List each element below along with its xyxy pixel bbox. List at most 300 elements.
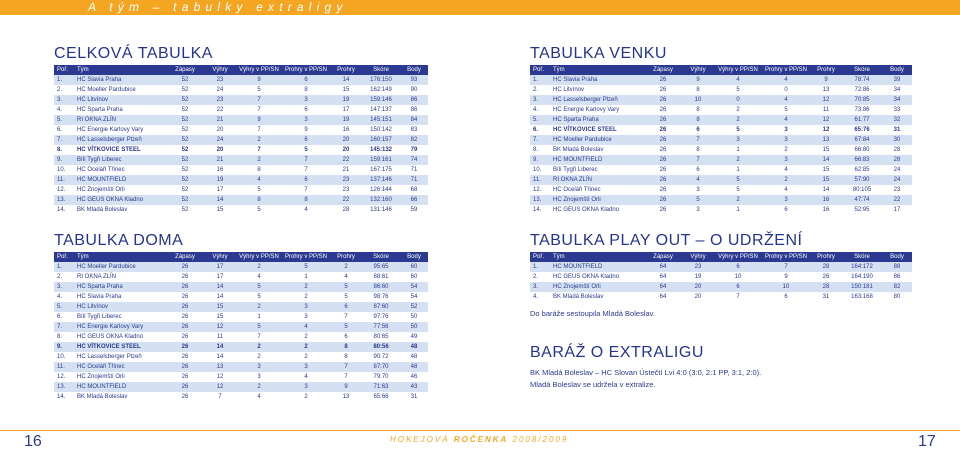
column-header-losses: Prohry xyxy=(810,65,842,75)
cell-ot-wins: 3 xyxy=(257,374,261,380)
cell-pos: 6. xyxy=(57,127,63,133)
cell-pos: 3. xyxy=(530,95,550,105)
cell-ot-wins: 2 xyxy=(714,155,762,165)
cell-ot-wins: 4 xyxy=(257,274,261,280)
cell-team: HC MOUNTFIELD xyxy=(74,382,166,392)
cell-ot-wins: 1 xyxy=(736,207,740,213)
cell-team: HC Moeller Pardubice xyxy=(74,262,166,272)
cell-losses: 16 xyxy=(342,127,350,133)
cell-points: 32 xyxy=(882,115,912,125)
cell-ot-losses: 2 xyxy=(282,282,330,292)
cell-score: 176:150 xyxy=(362,75,400,85)
page-number-left: 16 xyxy=(24,433,42,450)
cell-ot-wins: 5 xyxy=(236,282,282,292)
cell-games: 52 xyxy=(166,175,204,185)
cell-team: HC Moeller Pardubice xyxy=(550,135,644,145)
table-row xyxy=(54,195,428,205)
cell-points: 34 xyxy=(882,95,912,105)
cell-games: 26 xyxy=(659,207,667,213)
cell-games: 26 xyxy=(644,195,682,205)
cell-wins: 24 xyxy=(204,135,236,145)
venku-table xyxy=(530,65,912,215)
cell-ot-wins: 1 xyxy=(257,314,261,320)
cell-points: 34 xyxy=(893,87,901,93)
cell-score: 150:142 xyxy=(370,127,392,133)
cell-score: 66:83 xyxy=(842,155,882,165)
page-number-right: 17 xyxy=(918,433,936,450)
column-header-score: Skóre xyxy=(362,252,400,262)
cell-score: 80:105 xyxy=(852,187,872,193)
cell-games: 64 xyxy=(644,262,682,272)
cell-losses: 19 xyxy=(330,95,362,105)
venku-section xyxy=(530,45,912,215)
cell-points: 28 xyxy=(882,155,912,165)
cell-ot-losses: 8 xyxy=(282,195,330,205)
column-header-team: Tým xyxy=(74,65,166,75)
playout-table xyxy=(530,252,912,302)
table-row xyxy=(54,95,428,105)
cell-losses: 8 xyxy=(330,342,362,352)
cell-games: 26 xyxy=(644,135,682,145)
cell-losses: 28 xyxy=(342,207,350,213)
cell-games: 26 xyxy=(659,107,667,113)
cell-ot-wins: 2 xyxy=(257,354,261,360)
cell-losses: 14 xyxy=(822,187,830,193)
header-row xyxy=(54,65,428,75)
cell-pos: 4. xyxy=(533,294,539,300)
cell-points: 80 xyxy=(893,294,901,300)
column-header-ot-wins: Výhry v PP/SN xyxy=(236,252,282,262)
table-row xyxy=(54,322,428,332)
cell-games: 64 xyxy=(659,294,667,300)
cell-pos: 14. xyxy=(57,207,66,213)
cell-ot-wins: 5 xyxy=(257,294,261,300)
cell-ot-losses: 6 xyxy=(784,294,788,300)
cell-losses: 8 xyxy=(344,354,348,360)
cell-team: HC Lasselsberger Plzeň xyxy=(77,354,142,360)
cell-score: 159:146 xyxy=(362,95,400,105)
cell-team: HC Litvínov xyxy=(74,302,166,312)
doma-table xyxy=(54,252,428,402)
baraz-line-1: BK Mladá Boleslav – HC Slovan Ústečtí Lvi 4:0 (3:0, 2:1 PP, 3:1, 2:0). xyxy=(530,368,762,377)
baraz-title: BARÁŽ O EXTRALIGU xyxy=(530,344,704,361)
cell-ot-losses: 4 xyxy=(762,95,810,105)
cell-score: 73:86 xyxy=(854,107,870,113)
cell-losses: 26 xyxy=(822,274,830,280)
cell-wins: 14 xyxy=(204,195,236,205)
cell-pos: 4. xyxy=(57,107,63,113)
header-row xyxy=(54,252,428,262)
cell-team: Bílí Tygři Liberec xyxy=(74,155,166,165)
cell-team: HC GEUS OKNA Kladno xyxy=(553,207,620,213)
cell-score: 65:66 xyxy=(373,394,389,400)
cell-losses: 5 xyxy=(344,294,348,300)
cell-ot-wins: 10 xyxy=(734,274,742,280)
publication-suffix: 2008/2009 xyxy=(512,435,569,444)
cell-pos: 2. xyxy=(533,87,539,93)
doma-title: TABULKA DOMA xyxy=(54,232,184,249)
cell-wins: 6 xyxy=(696,127,700,133)
cell-team: HC Oceláři Třinec xyxy=(74,362,166,372)
cell-pos: 12. xyxy=(533,187,542,193)
cell-losses: 17 xyxy=(342,107,350,113)
cell-losses: 28 xyxy=(810,262,842,272)
table-row xyxy=(530,262,912,272)
cell-team: HC Lasselsberger Plzeň xyxy=(550,95,644,105)
cell-ot-losses: 3 xyxy=(784,127,788,133)
cell-wins: 14 xyxy=(216,354,224,360)
cell-points: 39 xyxy=(882,75,912,85)
cell-games: 26 xyxy=(644,75,682,85)
cell-score: 126:144 xyxy=(370,187,392,193)
cell-pos: 2. xyxy=(57,87,63,93)
cell-pos: 14. xyxy=(533,207,542,213)
cell-wins: 20 xyxy=(216,147,224,153)
cell-games: 52 xyxy=(166,135,204,145)
table-row xyxy=(54,312,428,322)
cell-team: HC Energie Karlovy Vary xyxy=(74,322,166,332)
column-header-games: Zápasy xyxy=(166,252,204,262)
cell-points: 84 xyxy=(400,115,428,125)
table-row xyxy=(54,155,428,165)
table-row xyxy=(54,115,428,125)
cell-ot-wins: 2 xyxy=(236,262,282,272)
table-row xyxy=(54,342,428,352)
table-row xyxy=(54,262,428,272)
cell-ot-losses: 6 xyxy=(784,207,788,213)
cell-ot-wins: 5 xyxy=(736,187,740,193)
cell-score: 78:74 xyxy=(842,75,882,85)
cell-score: 86:60 xyxy=(362,282,400,292)
table-row xyxy=(54,362,428,372)
cell-score: 97:76 xyxy=(373,314,389,320)
cell-pos: 5. xyxy=(54,302,74,312)
cell-team: HC MOUNTFIELD xyxy=(550,262,644,272)
table-row xyxy=(530,145,912,155)
cell-ot-losses: 3 xyxy=(282,302,330,312)
cell-points: 90 xyxy=(410,87,418,93)
cell-pos: 5. xyxy=(54,115,74,125)
cell-wins: 20 xyxy=(694,294,702,300)
cell-losses: 9 xyxy=(810,75,842,85)
column-header-points: Body xyxy=(882,65,912,75)
cell-team: BK Mladá Boleslav xyxy=(553,147,604,153)
table-row xyxy=(530,85,912,95)
cell-points: 86 xyxy=(400,95,428,105)
cell-team: HC Oceláři Třinec xyxy=(77,167,125,173)
column-header-pos: Poř. xyxy=(530,65,550,75)
cell-games: 26 xyxy=(181,374,189,380)
table-row xyxy=(54,135,428,145)
cell-wins: 11 xyxy=(216,334,224,340)
cell-ot-losses: 0 xyxy=(784,87,788,93)
cell-wins: 17 xyxy=(216,274,224,280)
cell-games: 26 xyxy=(181,274,189,280)
cell-pos: 9. xyxy=(54,155,74,165)
cell-score: 47:74 xyxy=(842,195,882,205)
cell-score: 95:65 xyxy=(362,262,400,272)
cell-ot-losses: 2 xyxy=(762,175,810,185)
cell-points: 86 xyxy=(410,107,418,113)
column-header-score: Skóre xyxy=(362,65,400,75)
baraz-section xyxy=(530,344,912,362)
cell-ot-wins: 2 xyxy=(236,382,282,392)
celkova-title: CELKOVÁ TABULKA xyxy=(54,45,213,62)
cell-team: Bílí Tygři Liberec xyxy=(553,167,598,173)
cell-ot-losses: 2 xyxy=(282,342,330,352)
column-header-games: Zápasy xyxy=(644,65,682,75)
cell-team: HC Energie Karlovy Vary xyxy=(77,127,144,133)
table-row xyxy=(54,382,428,392)
cell-losses: 28 xyxy=(810,282,842,292)
cell-points: 83 xyxy=(410,127,418,133)
cell-wins: 8 xyxy=(682,115,714,125)
playout-note: Do baráže sestoupila Mladá Boleslav. xyxy=(530,309,655,318)
cell-wins: 12 xyxy=(204,322,236,332)
cell-wins: 3 xyxy=(696,207,700,213)
cell-ot-wins: 2 xyxy=(236,155,282,165)
column-header-ot-losses: Prohry v PP/SN xyxy=(762,252,810,262)
cell-games: 52 xyxy=(181,187,189,193)
cell-losses: 15 xyxy=(822,167,830,173)
table-row xyxy=(54,352,428,362)
column-header-ot-losses: Prohry v PP/SN xyxy=(762,65,810,75)
cell-ot-losses: 2 xyxy=(304,394,308,400)
table-row xyxy=(54,165,428,175)
cell-pos: 1. xyxy=(530,262,550,272)
cell-points: 17 xyxy=(893,207,901,213)
cell-points: 52 xyxy=(400,302,428,312)
cell-losses: 5 xyxy=(330,322,362,332)
cell-team: HC VÍTKOVICE STEEL xyxy=(74,342,166,352)
cell-wins: 23 xyxy=(204,95,236,105)
cell-pos: 13. xyxy=(54,382,74,392)
cell-wins: 8 xyxy=(696,107,700,113)
cell-games: 26 xyxy=(644,115,682,125)
cell-pos: 3. xyxy=(530,282,550,292)
cell-points: 59 xyxy=(410,207,418,213)
cell-pos: 1. xyxy=(54,262,74,272)
header-title: A tým – tabulky extraligy xyxy=(88,0,348,14)
cell-points: 54 xyxy=(400,282,428,292)
cell-ot-losses: 6 xyxy=(282,75,330,85)
publication-bold: ROČENKA xyxy=(453,435,509,444)
cell-team: HC Sparta Praha xyxy=(77,107,123,113)
cell-team: BK Mladá Boleslav xyxy=(77,207,128,213)
cell-team: HC Litvínov xyxy=(553,87,585,93)
column-header-pos: Poř. xyxy=(54,252,74,262)
publication-prefix: HOKEJOVÁ xyxy=(390,435,450,444)
cell-games: 26 xyxy=(644,175,682,185)
cell-losses: 15 xyxy=(810,175,842,185)
cell-ot-losses: 2 xyxy=(304,294,308,300)
cell-pos: 9. xyxy=(530,155,550,165)
celkova-section xyxy=(54,45,428,215)
cell-losses: 21 xyxy=(342,167,350,173)
cell-pos: 1. xyxy=(54,75,74,85)
cell-wins: 6 xyxy=(696,167,700,173)
cell-games: 52 xyxy=(181,207,189,213)
column-header-team: Tým xyxy=(550,252,644,262)
table-row xyxy=(54,272,428,282)
cell-score: 137:146 xyxy=(362,175,400,185)
column-header-team: Tým xyxy=(550,65,644,75)
cell-points: 23 xyxy=(893,187,901,193)
cell-score: 98:76 xyxy=(373,294,389,300)
cell-losses: 22 xyxy=(330,155,362,165)
cell-games: 26 xyxy=(181,394,189,400)
table-row xyxy=(54,125,428,135)
table-row xyxy=(530,185,912,195)
baraz-line-2: Mladá Boleslav se udržela v extralize. xyxy=(530,380,656,389)
cell-ot-wins: 1 xyxy=(736,147,740,153)
cell-losses: 2 xyxy=(330,262,362,272)
cell-wins: 9 xyxy=(682,75,714,85)
cell-score: 66:80 xyxy=(854,147,870,153)
table-row xyxy=(54,75,428,85)
cell-points: 88 xyxy=(882,262,912,272)
footer-divider xyxy=(0,430,960,431)
cell-wins: 7 xyxy=(218,394,222,400)
cell-games: 26 xyxy=(166,302,204,312)
cell-wins: 12 xyxy=(216,374,224,380)
column-header-losses: Prohry xyxy=(330,65,362,75)
cell-ot-losses: 3 xyxy=(762,195,810,205)
cell-points: 48 xyxy=(400,342,428,352)
cell-ot-losses: 6 xyxy=(304,107,308,113)
cell-wins: 3 xyxy=(696,187,700,193)
cell-wins: 4 xyxy=(682,175,714,185)
cell-ot-wins: 5 xyxy=(236,322,282,332)
cell-ot-wins: 4 xyxy=(714,75,762,85)
cell-team: HC VÍTKOVICE STEEL xyxy=(553,127,617,133)
column-header-games: Zápasy xyxy=(644,252,682,262)
cell-points: 28 xyxy=(893,147,901,153)
cell-ot-losses: 6 xyxy=(282,175,330,185)
cell-points: 43 xyxy=(400,382,428,392)
cell-games: 64 xyxy=(644,282,682,292)
cell-ot-wins: 7 xyxy=(257,334,261,340)
cell-score: 160:157 xyxy=(362,135,400,145)
cell-losses: 6 xyxy=(330,302,362,312)
cell-team: RI OKNA ZLÍN xyxy=(550,175,644,185)
cell-team: Bílí Tygři Liberec xyxy=(77,314,122,320)
cell-wins: 21 xyxy=(204,155,236,165)
cell-wins: 8 xyxy=(696,147,700,153)
cell-pos: 6. xyxy=(533,127,539,133)
cell-wins: 23 xyxy=(682,262,714,272)
cell-points: 71 xyxy=(410,167,418,173)
cell-ot-wins: 8 xyxy=(236,195,282,205)
cell-ot-wins: 3 xyxy=(714,135,762,145)
cell-score: 80:65 xyxy=(373,334,389,340)
cell-ot-losses: 4 xyxy=(762,115,810,125)
cell-ot-wins: 2 xyxy=(714,115,762,125)
cell-score: 90:72 xyxy=(373,354,389,360)
cell-losses: 20 xyxy=(342,147,350,153)
cell-ot-wins: 9 xyxy=(236,115,282,125)
cell-losses: 9 xyxy=(330,382,362,392)
cell-ot-losses: 7 xyxy=(304,167,308,173)
column-header-points: Body xyxy=(400,65,428,75)
column-header-score: Skóre xyxy=(842,252,882,262)
cell-pos: 10. xyxy=(57,354,66,360)
cell-points: 22 xyxy=(882,195,912,205)
cell-ot-wins: 4 xyxy=(257,394,261,400)
cell-team: HC GEUS OKNA Kladno xyxy=(553,274,620,280)
table-row xyxy=(530,75,912,85)
cell-games: 64 xyxy=(659,274,667,280)
cell-points: 48 xyxy=(400,362,428,372)
cell-points: 31 xyxy=(893,127,901,133)
cell-pos: 7. xyxy=(54,322,74,332)
cell-ot-losses: 6 xyxy=(282,135,330,145)
cell-wins: 15 xyxy=(216,314,224,320)
table-row xyxy=(54,392,428,402)
cell-wins: 21 xyxy=(204,115,236,125)
cell-games: 26 xyxy=(181,314,189,320)
cell-wins: 20 xyxy=(682,282,714,292)
cell-team: HC Sparta Praha xyxy=(550,115,644,125)
cell-losses: 11 xyxy=(822,107,830,113)
cell-games: 26 xyxy=(644,155,682,165)
cell-ot-wins: 8 xyxy=(257,167,261,173)
table-row xyxy=(530,125,912,135)
cell-ot-losses: 4 xyxy=(304,374,308,380)
cell-ot-wins: 7 xyxy=(736,294,740,300)
cell-ot-losses: 5 xyxy=(304,147,308,153)
cell-ot-losses: 4 xyxy=(784,187,788,193)
cell-points: 60 xyxy=(410,274,418,280)
cell-pos: 7. xyxy=(54,135,74,145)
cell-pos: 11. xyxy=(530,175,550,185)
cell-ot-losses: 9 xyxy=(304,127,308,133)
cell-score: 147:137 xyxy=(370,107,392,113)
cell-points: 60 xyxy=(400,262,428,272)
cell-team: BK Mladá Boleslav xyxy=(553,294,604,300)
table-row xyxy=(54,302,428,312)
cell-losses: 31 xyxy=(822,294,830,300)
table-row xyxy=(54,185,428,195)
cell-points: 71 xyxy=(400,175,428,185)
cell-ot-losses: 5 xyxy=(784,107,788,113)
cell-games: 52 xyxy=(181,107,189,113)
cell-points: 49 xyxy=(410,334,418,340)
cell-pos: 2. xyxy=(533,274,539,280)
cell-ot-losses: 7 xyxy=(304,187,308,193)
cell-losses: 23 xyxy=(342,187,350,193)
cell-ot-losses: 4 xyxy=(784,167,788,173)
cell-losses: 13 xyxy=(822,87,830,93)
cell-ot-wins: 2 xyxy=(236,342,282,352)
cell-ot-wins: 0 xyxy=(714,95,762,105)
column-header-wins: Výhry xyxy=(682,252,714,262)
cell-wins: 17 xyxy=(216,187,224,193)
cell-wins: 22 xyxy=(216,107,224,113)
table-row xyxy=(54,205,428,215)
cell-ot-losses: 5 xyxy=(282,262,330,272)
cell-wins: 24 xyxy=(216,87,224,93)
cell-score: 164:172 xyxy=(842,262,882,272)
cell-ot-losses: 3 xyxy=(282,362,330,372)
cell-team: HC Znojemští Orli xyxy=(77,374,125,380)
cell-team: HC Znojemští Orli xyxy=(550,195,644,205)
cell-points: 82 xyxy=(882,282,912,292)
cell-ot-wins: 2 xyxy=(236,302,282,312)
column-header-pos: Poř. xyxy=(530,252,550,262)
cell-ot-losses: 4 xyxy=(282,322,330,332)
cell-score: 71:63 xyxy=(362,382,400,392)
